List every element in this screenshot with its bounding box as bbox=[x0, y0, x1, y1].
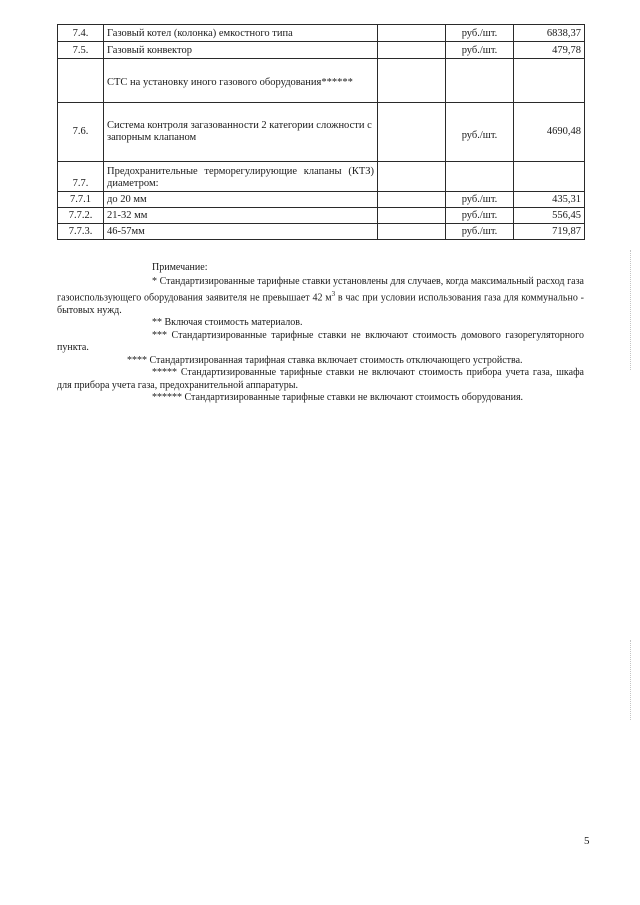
note-1-tail: в час при условии использования газа для коммунально - бытовых нужд. bbox=[57, 292, 584, 316]
row-description: 21-32 мм bbox=[104, 208, 378, 224]
row-description: СТС на установку иного газового оборудования****** bbox=[104, 59, 378, 103]
note-6: ****** Стандартизированные тарифные ставки не включают стоимость оборудования. bbox=[152, 392, 524, 404]
row-unit bbox=[446, 59, 514, 103]
table-row bbox=[58, 208, 585, 224]
table-row bbox=[58, 42, 585, 59]
row-number: 7.7.1 bbox=[58, 192, 104, 208]
row-unit: руб./шт. bbox=[446, 192, 514, 208]
note-2: ** Включая стоимость материалов. bbox=[152, 317, 303, 329]
table-row bbox=[58, 162, 585, 192]
note-4: **** Стандартизированная тарифная ставка включает стоимость отключающего устройства. bbox=[127, 354, 523, 366]
empty-cell bbox=[378, 224, 446, 240]
notes-section bbox=[57, 262, 584, 405]
row-number: 7.6. bbox=[58, 103, 104, 162]
empty-cell bbox=[378, 103, 446, 162]
row-unit: руб./шт. bbox=[446, 103, 514, 162]
note-1-text: * Стандартизированные тарифные ставки установлены для случаев, когда максимальный расход газа газоиспользующего оборудования заявителя не превышает 42 м bbox=[57, 275, 584, 304]
notes-heading: Примечание: bbox=[152, 262, 208, 273]
row-description: Предохранительные терморегулирующие клапаны (КТЗ) диаметром: bbox=[104, 162, 378, 192]
table-row bbox=[58, 25, 585, 42]
note-3: *** Стандартизированные тарифные ставки не включают стоимость домового газорегуляторного пункта. bbox=[57, 329, 584, 354]
row-unit: руб./шт. bbox=[446, 42, 514, 59]
row-price: 479,78 bbox=[514, 42, 585, 59]
table-row bbox=[58, 59, 585, 103]
page-number: 5 bbox=[584, 835, 590, 847]
row-description: Газовый котел (колонка) емкостного типа bbox=[104, 25, 378, 42]
row-description: до 20 мм bbox=[104, 192, 378, 208]
row-unit: руб./шт. bbox=[446, 224, 514, 240]
empty-cell bbox=[378, 42, 446, 59]
empty-cell bbox=[378, 25, 446, 42]
row-number bbox=[58, 59, 104, 103]
row-number: 7.5. bbox=[58, 42, 104, 59]
row-number: 7.7.3. bbox=[58, 224, 104, 240]
margin-mark bbox=[630, 640, 632, 720]
row-price: 6838,37 bbox=[514, 25, 585, 42]
empty-cell bbox=[378, 208, 446, 224]
row-price: 435,31 bbox=[514, 192, 585, 208]
row-unit bbox=[446, 162, 514, 192]
table-row bbox=[58, 192, 585, 208]
row-unit: руб./шт. bbox=[446, 25, 514, 42]
empty-cell bbox=[378, 59, 446, 103]
row-unit: руб./шт. bbox=[446, 208, 514, 224]
empty-cell bbox=[378, 192, 446, 208]
note-5: ***** Стандартизированные тарифные ставки не включают стоимость прибора учета газа, шкафа для прибора учета газа, предохранительной аппаратуры. bbox=[57, 367, 584, 391]
row-price bbox=[514, 162, 585, 192]
note-1 bbox=[57, 276, 584, 318]
empty-cell bbox=[378, 162, 446, 192]
row-description: Газовый конвектор bbox=[104, 42, 378, 59]
row-number: 7.7.2. bbox=[58, 208, 104, 224]
row-price bbox=[514, 59, 585, 103]
tariff-table bbox=[57, 24, 585, 240]
row-description: 46-57мм bbox=[104, 224, 378, 240]
table-row bbox=[58, 103, 585, 162]
row-price: 556,45 bbox=[514, 208, 585, 224]
row-number: 7.7. bbox=[58, 162, 104, 192]
margin-mark bbox=[630, 250, 632, 370]
row-description: Система контроля загазованности 2 категории сложности с запорным клапаном bbox=[104, 103, 378, 162]
row-price: 719,87 bbox=[514, 224, 585, 240]
row-price: 4690,48 bbox=[514, 103, 585, 162]
table-row bbox=[58, 224, 585, 240]
row-number: 7.4. bbox=[58, 25, 104, 42]
note-1-superscript: 3 bbox=[331, 290, 336, 298]
